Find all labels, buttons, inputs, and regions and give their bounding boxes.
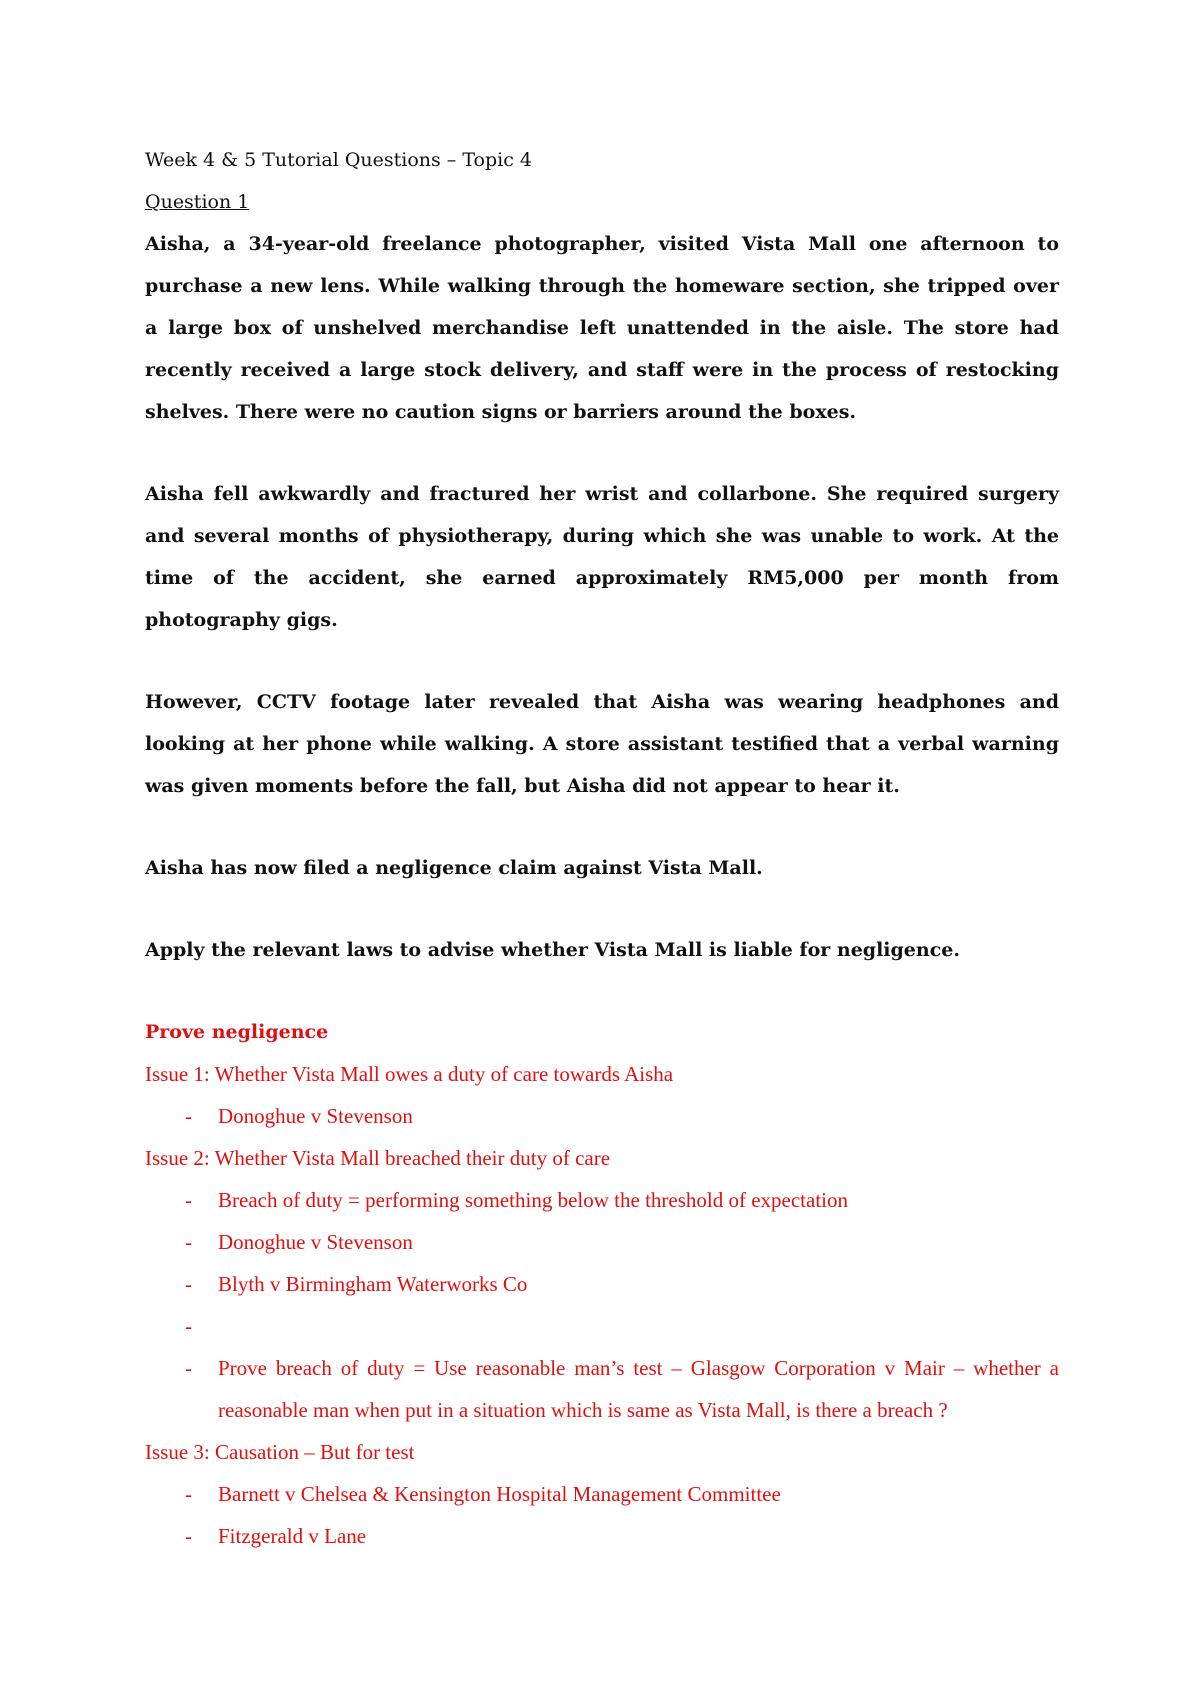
issue-1-list [145,1095,1059,1137]
answer-heading: Prove negligence [145,1021,329,1043]
list-item [145,1095,1059,1137]
question-label: Question 1 [145,191,250,213]
list-item [145,1263,1059,1305]
scenario-paragraph-2: Aisha fell awkwardly and fractured her wrist and collarbone. She required surgery and several months of physiotherapy, during which she was unable to work. At the time of the accident, she earned approximately RM5,000 per month from photography gigs. [145,483,1059,631]
spacer [145,433,1059,473]
issue-1-label: Issue 1: Whether Vista Mall owes a duty of care towards Aisha [145,1062,674,1086]
scenario-paragraph-1: Aisha, a 34-year-old freelance photographer, visited Vista Mall one afternoon to purchase a new lens. While walking through the homeware section, she tripped over a large box of unshelved merchandise left unattended in the aisle. The store had recently received a large stock delivery, and staff were in the process of restocking shelves. There were no caution signs or barriers around the boxes. [145,233,1059,423]
document-page [145,139,1059,1557]
list-item [145,1473,1059,1515]
spacer [145,889,1059,929]
scenario-paragraph-4: Aisha has now filed a negligence claim against Vista Mall. [145,857,763,879]
issue-2-list [145,1179,1059,1431]
task-instruction: Apply the relevant laws to advise whether Vista Mall is liable for negligence. [145,939,960,961]
dash-bullet: - [185,1272,192,1296]
dash-bullet: - [185,1356,192,1380]
issue-2-label: Issue 2: Whether Vista Mall breached their duty of care [145,1146,611,1170]
case-name: Fitzgerald v Lane [218,1524,367,1548]
list-item-text: Breach of duty = performing something below the threshold of expectation [218,1188,849,1212]
list-item [145,1221,1059,1263]
dash-bullet: - [185,1482,192,1506]
scenario-paragraph-3: However, CCTV footage later revealed that Aisha was wearing headphones and looking at her phone while walking. A store assistant testified that a verbal warning was given moments before the fall, but Aisha did not appear to hear it. [145,691,1059,797]
list-item-empty [145,1305,1059,1347]
list-item [145,1515,1059,1557]
document-title: Week 4 & 5 Tutorial Questions – Topic 4 [145,149,532,171]
dash-bullet: - [185,1314,192,1338]
issue-3-list [145,1473,1059,1557]
case-name: Donoghue v Stevenson [218,1104,413,1128]
case-name: Donoghue v Stevenson [218,1230,413,1254]
list-item-text: Prove breach of duty = Use reasonable man’s test – Glasgow Corporation v Mair – whether a reasonable man when put in a situation which is same as Vista Mall, is there a breach ? [218,1356,1059,1422]
dash-bullet: - [185,1188,192,1212]
dash-bullet: - [185,1524,192,1548]
case-name: Blyth v Birmingham Waterworks Co [218,1272,528,1296]
dash-bullet: - [185,1230,192,1254]
case-name: Barnett v Chelsea & Kensington Hospital Management Committee [218,1482,781,1506]
list-item [145,1179,1059,1221]
dash-bullet: - [185,1104,192,1128]
spacer [145,971,1059,1011]
list-item [145,1347,1059,1431]
spacer [145,641,1059,681]
spacer [145,807,1059,847]
issue-3-label: Issue 3: Causation – But for test [145,1440,415,1464]
